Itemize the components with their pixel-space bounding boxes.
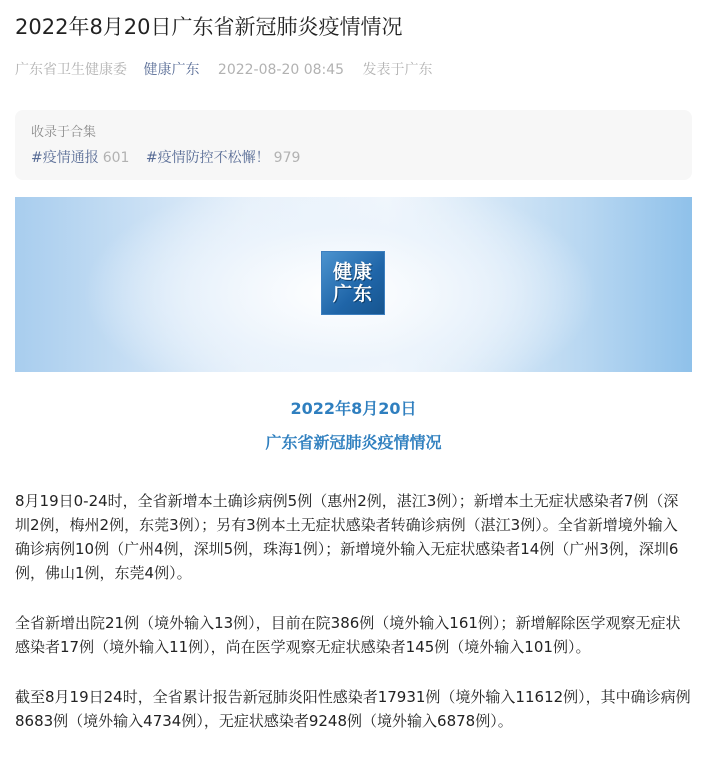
tag-name: #疫情防控不松懈！: [145, 150, 270, 166]
article-meta: [15, 60, 692, 80]
logo-text-line1: 健康: [332, 261, 373, 283]
banner-image: [15, 197, 692, 372]
content-heading-date: 2022年8月20日: [290, 399, 417, 418]
account-link[interactable]: 健康广东: [143, 62, 200, 78]
paragraph-discharges: 全省新增出院21例（境外输入13例），目前在院386例（境外输入161例）；新增解除医学观察无症状感染者17例（境外输入11例），尚在医学观察无症状感染者145例（境外输入101例）。: [15, 614, 681, 656]
author-name: 广东省卫生健康委: [15, 62, 127, 78]
article-title: 2022年8月20日广东省新冠肺炎疫情情况: [15, 15, 403, 39]
paragraph-new-cases: 8月19日0-24时，全省新增本土确诊病例5例（惠州2例，湛江3例）；新增本土无症状感染者7例（深圳2例，梅州2例，东莞3例）；另有3例本土无症状感染者转确诊病例（湛江3例）。全省新增境外输入确诊病例10例（广州4例，深圳5例，珠海1例）；新增境外输入无症状感染者14例（广州3例，深圳6例，佛山1例，东莞4例）。: [15, 492, 679, 582]
logo-text-line2: 广东: [332, 283, 373, 305]
content-heading-title: 广东省新冠肺炎疫情情况: [265, 433, 442, 452]
collection-tags: [31, 148, 676, 168]
paragraph-cumulative: 截至8月19日24时，全省累计报告新冠肺炎阳性感染者17931例（境外输入11612例），其中确诊病例8683例（境外输入4734例），无症状感染者9248例（境外输入6878例）。: [15, 688, 691, 730]
tag-name: #疫情通报: [31, 150, 99, 166]
health-guangdong-logo: [321, 251, 385, 315]
collection-box: [15, 110, 692, 180]
tag-count: 601: [102, 150, 130, 166]
tag-epidemic-report[interactable]: [31, 150, 129, 166]
collection-label: 收录于合集: [31, 125, 97, 140]
article-container: [15, 0, 692, 733]
publish-date: 2022-08-20 08:45: [217, 62, 345, 78]
tag-count: 979: [273, 150, 301, 166]
tag-epidemic-prevention[interactable]: [146, 150, 300, 166]
publish-location: 发表于广东: [362, 62, 433, 78]
